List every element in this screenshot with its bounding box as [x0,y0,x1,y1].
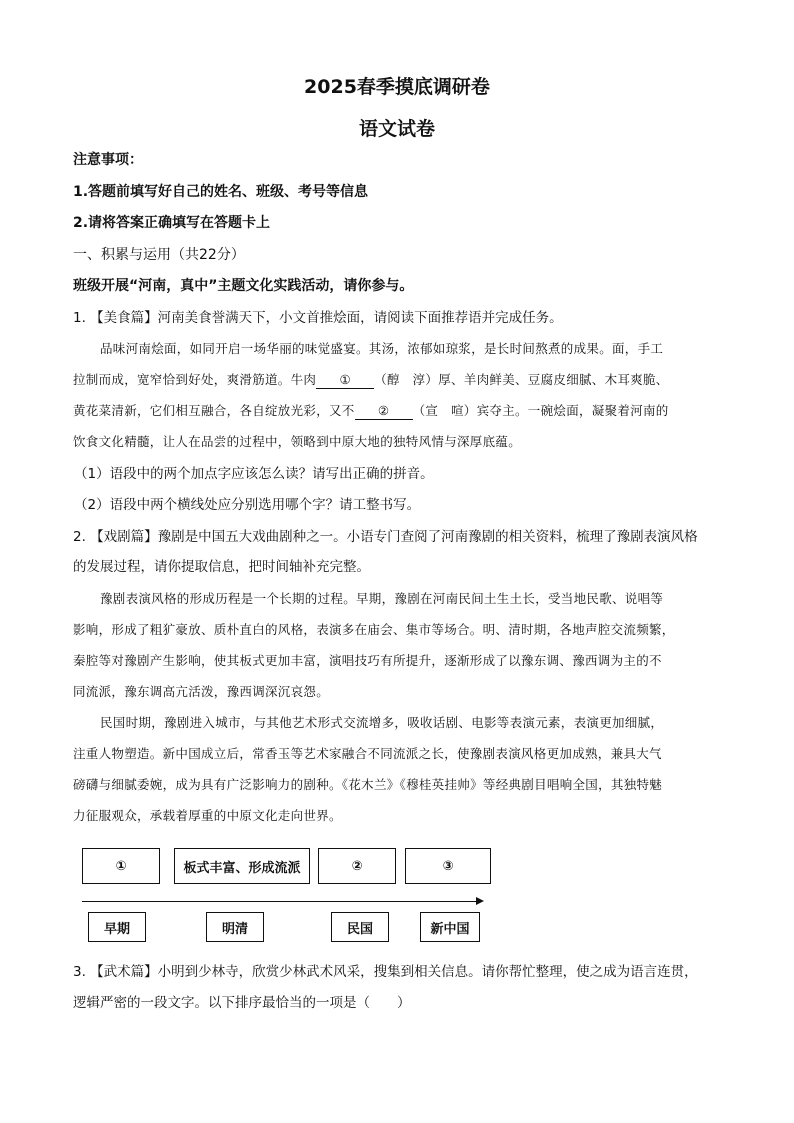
q2-passage-a-line-4: 同流派，豫东调高亢活泼，豫西调深沉哀怨。 [73,684,330,699]
question-3-stem-line-1: 3. 【武术篇】小明到少林寺，欣赏少林武术风采，搜集到相关信息。请你帮忙整理，使之成为语言连贯， [73,964,698,980]
question-3-stem-line-2: 逻辑严密的一段文字。以下排序最恰当的一项是（ ） [73,995,411,1011]
timeline-period-early: 早期 [88,912,146,942]
q1-passage-line-3 [73,401,733,421]
notes-heading: 注意事项： [73,152,143,168]
timeline-box-1[interactable]: ① [82,848,160,884]
timeline-arrow-icon [476,897,484,905]
timeline-box-3[interactable]: ② [318,848,396,884]
q2-passage-b-line-2: 注重人物塑造。新中国成立后，常香玉等艺术家融合不同流派之长，使豫剧表演风格更加成熟，兼具大气 [73,746,662,761]
q1-subquestion-2: （2）语段中两个横线处应分别选用哪个字？请工整书写。 [74,497,421,513]
question-2-stem-line-1: 2. 【戏剧篇】豫剧是中国五大戏曲剧种之一。小语专门查阅了河南豫剧的相关资料，梳理了豫剧表演风格 [73,529,698,545]
q1-passage-line-1: 品味河南烩面，如同开启一场华丽的味觉盛宴。其汤，浓郁如琼浆，是长时间熬煮的成果。面，手工 [100,341,664,356]
question-1-stem: 1. 【美食篇】河南美食誉满天下，小文首推烩面，请阅读下面推荐语并完成任务。 [73,310,563,326]
timeline-period-new-china: 新中国 [420,912,480,942]
q2-passage-a-line-2: 影响，形成了粗犷豪放、质朴直白的风格，表演多在庙会、集市等场合。明、清时期，各地声腔交流频繁， [73,622,675,637]
blank-2[interactable]: ② [355,403,413,420]
q1-passage-text: 拉制而成，宽窄恰到好处，爽滑筋道。牛肉 [73,372,317,387]
exam-title: 2025春季摸底调研卷 [304,76,490,98]
blank-1[interactable]: ① [316,372,374,389]
q2-passage-b-line-3: 磅礴与细腻委婉，成为具有广泛影响力的剧种。《花木兰》《穆桂英挂帅》等经典剧目唱响全国，其独特魅 [73,777,663,792]
q1-passage-text: （宣 喧）宾夺主。一碗烩面，凝聚着河南的 [412,403,669,418]
question-2-stem-line-2: 的发展过程，请你提取信息，把时间轴补充完整。 [73,559,370,575]
section-1-heading: 一、积累与运用（共22分） [73,247,245,263]
timeline-box-4[interactable]: ③ [405,848,491,884]
timeline-period-ming-qing: 明清 [206,912,264,942]
q2-passage-b-line-4: 力征服观众，承载着厚重的中原文化走向世界。 [73,808,342,823]
notes-item-2: 2.请将答案正确填写在答题卡上 [73,215,271,231]
timeline-period-republic: 民国 [331,912,389,942]
timeline-axis [82,901,478,902]
q1-passage-text: （醇 淳）厚、羊肉鲜美、豆腐皮细腻、木耳爽脆、 [374,372,669,387]
q1-subquestion-1: （1）语段中的两个加点字应该怎么读？请写出正确的拼音。 [74,466,434,482]
q1-passage-line-4: 饮食文化精髓，让人在品尝的过程中，领略到中原大地的独特风情与深厚底蕴。 [73,434,522,449]
section-1-intro: 班级开展“河南，真中”主题文化实践活动，请你参与。 [73,278,414,294]
exam-subtitle: 语文试卷 [358,118,435,140]
q2-passage-a-line-1: 豫剧表演风格的形成历程是一个长期的过程。早期，豫剧在河南民间土生土长，受当地民歌、说唱等 [100,591,664,606]
timeline-box-2: 板式丰富、形成流派 [174,848,310,884]
notes-item-1: 1.答题前填写好自己的姓名、班级、考号等信息 [73,184,369,200]
q2-passage-a-line-3: 秦腔等对豫剧产生影响，使其板式更加丰富，演唱技巧有所提升，逐渐形成了以豫东调、豫西调为主的不 [73,653,662,668]
q1-passage-text: 黄花菜清新，它们相互融合，各自绽放光彩，又不 [73,403,355,418]
q2-passage-b-line-1: 民国时期，豫剧进入城市，与其他艺术形式交流增多，吸收话剧、电影等表演元素，表演更加细腻， [100,715,664,730]
q1-passage-line-2 [73,370,733,390]
